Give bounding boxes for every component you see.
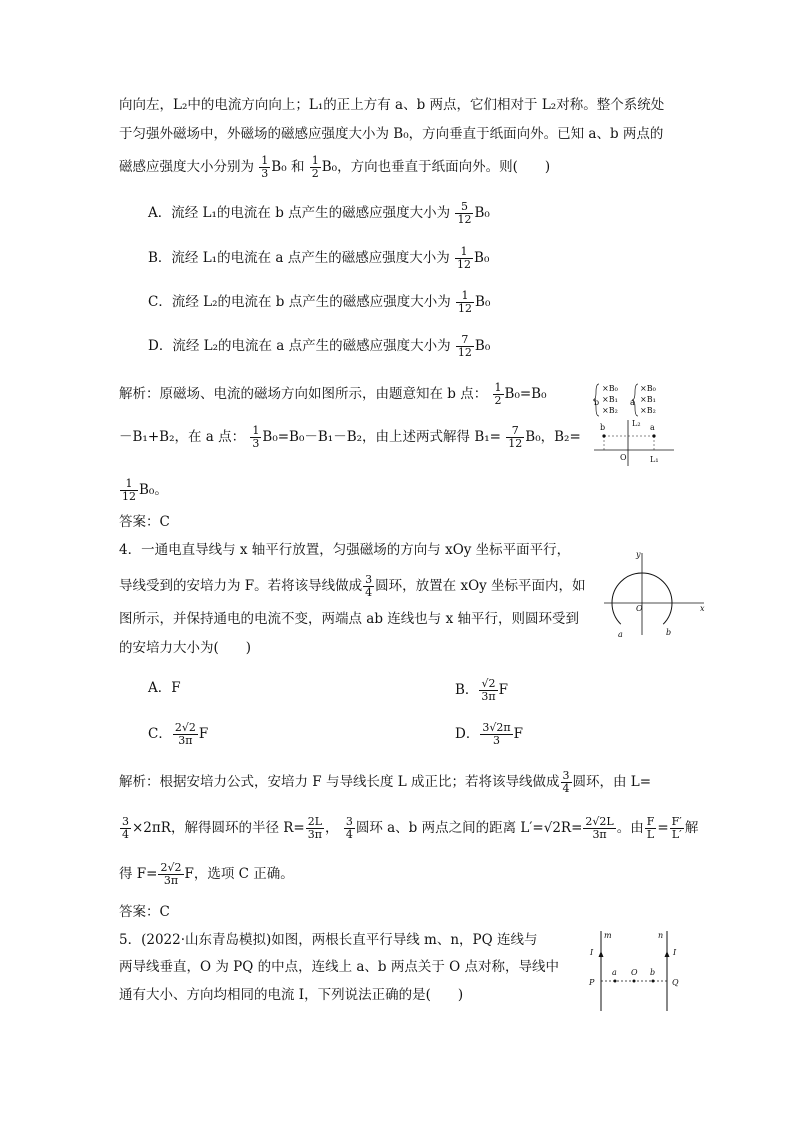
q4-option-d: D． $\frac{3√2\pi}{3}$ F: [455, 721, 523, 747]
q3-option-b: B．流经 L₁的电流在 a 点产生的磁感应强度大小为 $\frac{1}{12}$ B₀: [148, 245, 490, 271]
svg-text:O: O: [620, 453, 627, 462]
q4-answer: 答案：C: [119, 904, 170, 920]
q3-option-a: A．流经 L₁的电流在 b 点产生的磁感应强度大小为 $\frac{5}{12}$ B₀: [148, 200, 490, 226]
q5-line3: 通有大小、方向均相同的电流 I，下列说法正确的是( ): [119, 987, 464, 1003]
q3-line2: 于匀强外磁场中，外磁场的磁感应强度大小为 B₀，方向垂直于纸面向外。已知 a、b 两点的: [119, 126, 664, 142]
q4-line4: 的安培力大小为( ): [119, 640, 252, 656]
q3-line3: 磁感应强度大小分别为 $\frac{1}{3}$ B₀ 和 $\frac{1}{2}$ B₀，方向也垂直于纸面向外。则( ): [119, 154, 551, 180]
q3-answer: 答案：C: [119, 514, 170, 530]
svg-text:×B₁: ×B₁: [640, 395, 656, 404]
q3-field-diagram: [590, 380, 680, 470]
frac-1-2: $\frac{1}{2}$: [311, 154, 319, 180]
q3-line1: 向向左，L₂中的电流方向向上；L₁的正上方有 a、b 两点，它们相对于 L₂对称。整个系统处: [119, 97, 665, 113]
q5-wires-diagram: [585, 925, 685, 1015]
q4-line3: 图所示，并保持通电的电流不变，两端点 ab 连线也与 x 轴平行，则圆环受到: [119, 611, 579, 627]
svg-text:×B₂: ×B₂: [602, 406, 618, 415]
svg-text:x: x: [700, 604, 705, 613]
svg-text:L₁: L₁: [650, 455, 659, 464]
q4-option-a: A．F: [148, 680, 181, 696]
svg-text:m: m: [604, 931, 612, 940]
svg-text:y: y: [636, 550, 641, 559]
svg-text:Q: Q: [672, 978, 679, 987]
q4-option-c: C． $\frac{2√2}{3\pi}$ F: [148, 721, 209, 747]
svg-text:a: a: [650, 423, 655, 432]
q4-analysis-line3: 得 F= $\frac{2√2}{3\pi}$ F，选项 C 正确。: [119, 861, 294, 887]
q5-line1: 5．(2022·山东青岛模拟)如图，两根长直平行导线 m、n，PQ 连线与: [119, 932, 538, 948]
svg-text:a: a: [612, 968, 617, 977]
q4-line1: 4．一通电直导线与 x 轴平行放置，匀强磁场的方向与 xOy 坐标平面平行，: [119, 542, 571, 558]
q3-analysis-line1: 解析：原磁场、电流的磁场方向如图所示，由题意知在 b 点： $\frac{1}{2}$ B₀=B₀: [119, 381, 547, 407]
fig-label-b: b: [594, 398, 600, 407]
q4-line2: 导线受到的安培力为 F。若将该导线做成 $\frac{3}{4}$ 圆环，放置在 xOy 坐标平面内，如: [119, 573, 586, 599]
svg-text:n: n: [658, 931, 664, 940]
q4-analysis-line2: $\frac{3}{4}$ ×2πR，解得圆环的半径 R= $\frac{2L}{3\pi}$ ， $\frac{3}{4}$ 圆环 a、b 两点之间的距离 L′=√2R= $\frac{2√2L}{3\pi}$ 。由 $\frac{F}{L}$ = $\frac{F'}{L'}$ 解: [122, 815, 699, 841]
q5-line2: 两导线垂直，O 为 PQ 的中点，连线上 a、b 两点关于 O 点对称，导线中: [119, 959, 560, 975]
svg-text:a: a: [618, 630, 623, 639]
svg-text:P: P: [589, 978, 595, 987]
svg-text:O: O: [631, 968, 638, 977]
q4-option-b: B． $\frac{√2}{3\pi}$ F: [455, 677, 509, 703]
q4-ring-diagram: [600, 545, 710, 640]
svg-text:O: O: [636, 604, 643, 613]
q3-analysis-line2: －B₁+B₂，在 a 点： $\frac{1}{3}$ B₀=B₀－B₁－B₂，由上述两式解得 B₁= $\frac{7}{12}$ B₀，B₂=: [119, 424, 581, 450]
svg-text:b: b: [600, 423, 606, 432]
q3-option-d: D．流经 L₂的电流在 a 点产生的磁感应强度大小为 $\frac{7}{12}$ B₀: [148, 333, 491, 359]
svg-text:L₂: L₂: [632, 419, 641, 428]
q4-analysis-line1: 解析：根据安培力公式，安培力 F 与导线长度 L 成正比；若将该导线做成 $\frac{3}{4}$ 圆环，由 L=: [119, 769, 652, 795]
q3-analysis-line3: $\frac{1}{12}$ B₀。: [122, 477, 168, 503]
svg-text:I: I: [590, 948, 594, 957]
svg-text:b: b: [650, 968, 656, 977]
svg-text:I: I: [673, 948, 677, 957]
svg-text:×B₂: ×B₂: [640, 406, 656, 415]
svg-text:×B₁: ×B₁: [602, 395, 618, 404]
svg-text:×B₀: ×B₀: [640, 384, 656, 393]
svg-text:b: b: [666, 628, 672, 637]
frac-1-3: $\frac{1}{3}$: [261, 154, 269, 180]
svg-text:×B₀: ×B₀: [602, 384, 618, 393]
fig-label-a: a: [630, 398, 635, 407]
q3-option-c: C．流经 L₂的电流在 b 点产生的磁感应强度大小为 $\frac{1}{12}$ B₀: [148, 289, 491, 315]
